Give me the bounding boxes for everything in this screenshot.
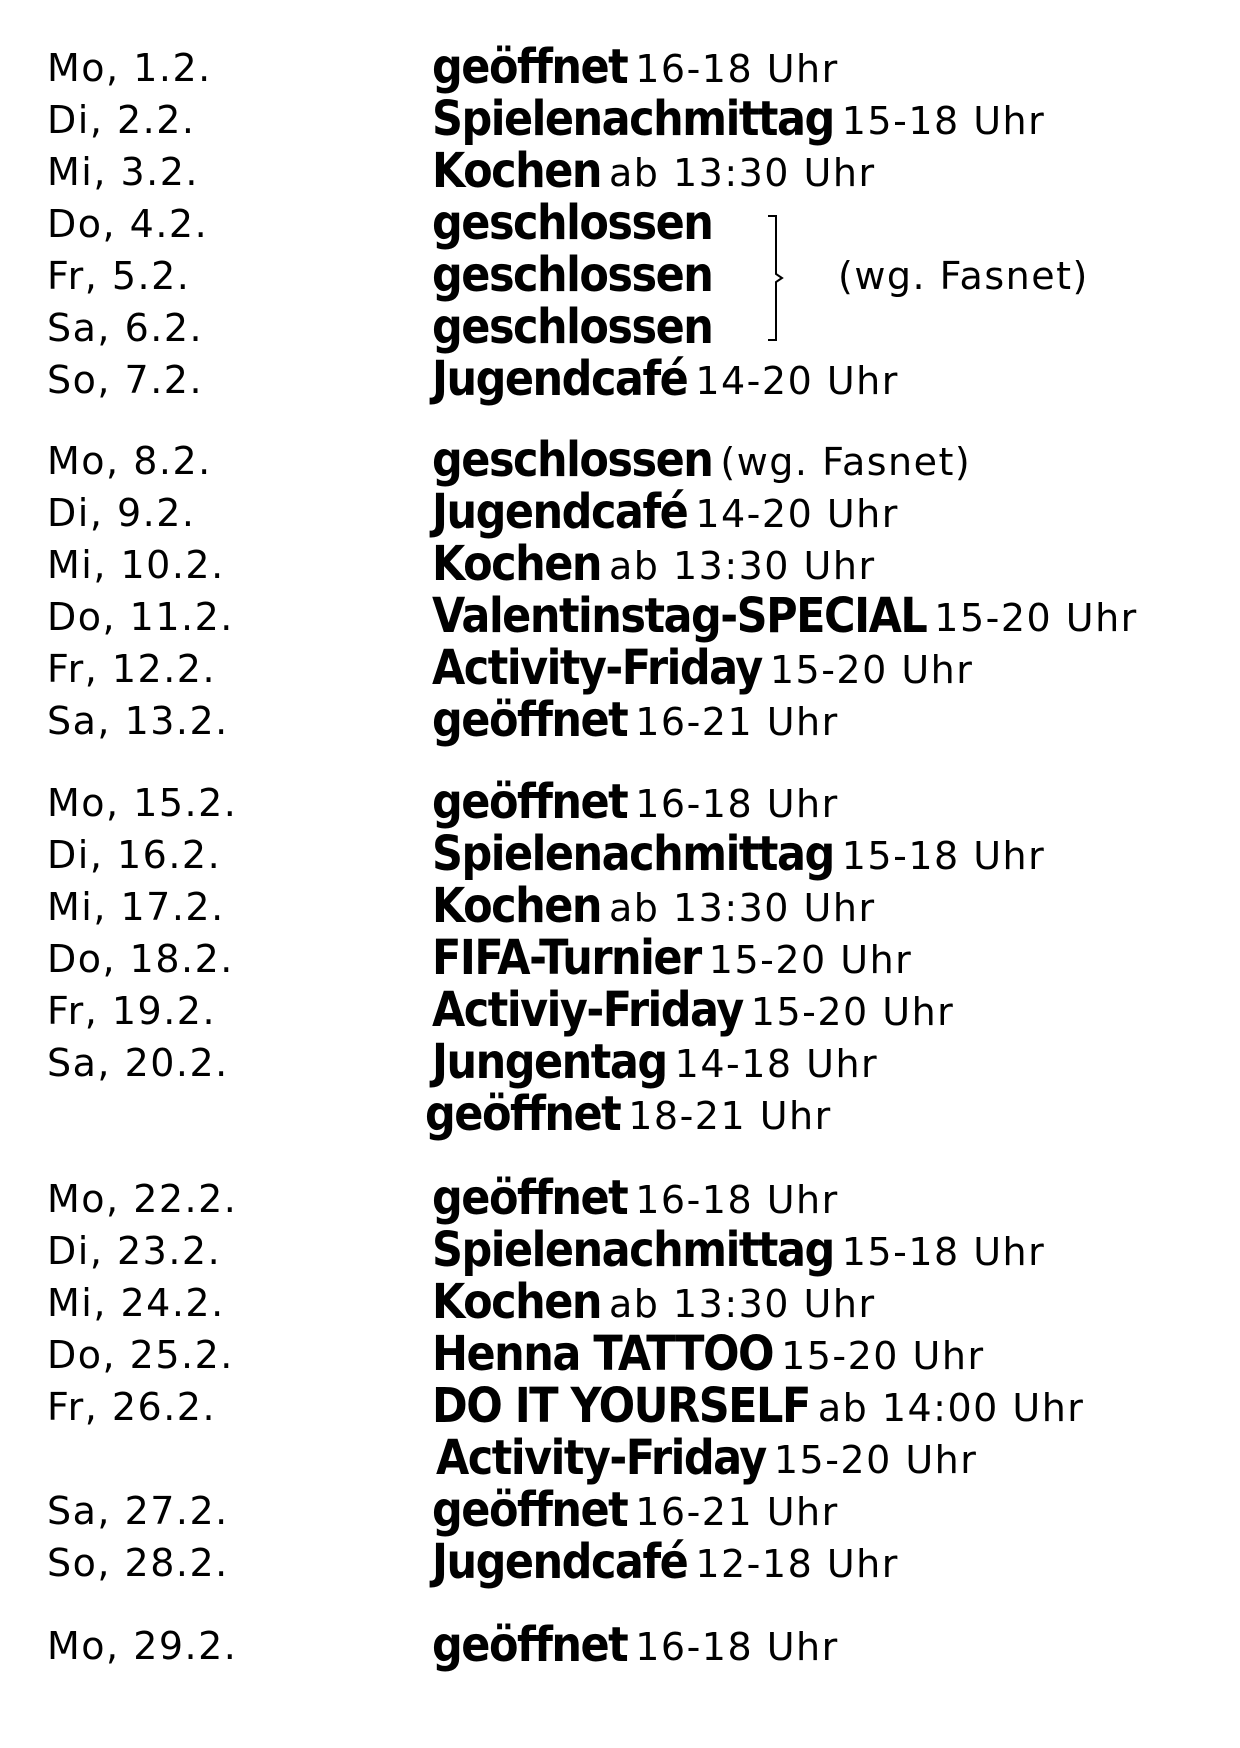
event-time: 15-20 Uhr xyxy=(781,1334,985,1378)
event-time: 18-21 Uhr xyxy=(628,1094,832,1138)
row-event xyxy=(432,247,713,304)
row-date: Di, 23.2. xyxy=(47,1229,222,1273)
event-time: 15-20 Uhr xyxy=(769,648,974,692)
row-date: Sa, 20.2. xyxy=(47,1041,229,1085)
row-date: Do, 25.2. xyxy=(47,1333,234,1377)
row-event xyxy=(436,1430,978,1487)
event-time: ab 13:30 Uhr xyxy=(608,886,876,930)
event-time: 15-18 Uhr xyxy=(841,1230,1046,1274)
row-date: Sa, 27.2. xyxy=(47,1489,229,1533)
schedule-row xyxy=(0,1170,1240,1227)
row-date: Mi, 10.2. xyxy=(47,543,225,587)
event-time: (wg. Fasnet) xyxy=(720,440,972,484)
row-date: Fr, 19.2. xyxy=(47,989,217,1033)
event-time: ab 13:30 Uhr xyxy=(608,544,876,588)
event-name: FIFA-Turnier xyxy=(432,930,701,987)
row-event xyxy=(432,1326,985,1383)
schedule-row xyxy=(0,982,1240,1039)
row-event xyxy=(432,774,839,831)
event-name: Kochen xyxy=(432,536,601,593)
row-event xyxy=(432,536,876,593)
event-name: Activity-Friday xyxy=(432,640,762,697)
closed-days-bracket xyxy=(766,214,786,342)
row-date: So, 28.2. xyxy=(47,1541,229,1585)
event-time: 16-18 Uhr xyxy=(635,47,839,91)
row-event xyxy=(432,930,913,987)
row-date: Mi, 3.2. xyxy=(47,150,200,194)
schedule-row xyxy=(0,91,1240,148)
row-event xyxy=(432,432,972,489)
schedule-row xyxy=(0,1274,1240,1331)
row-date: Mo, 8.2. xyxy=(47,439,212,483)
row-event xyxy=(432,826,1046,883)
schedule-row xyxy=(0,39,1240,96)
event-name: Spielenachmittag xyxy=(432,91,834,148)
event-name: geöffnet xyxy=(432,39,628,96)
row-event xyxy=(432,1034,879,1091)
row-event xyxy=(432,588,1138,645)
event-name: Jugendcafé xyxy=(432,351,688,408)
row-event xyxy=(432,640,974,697)
schedule-row xyxy=(0,878,1240,935)
schedule-row xyxy=(0,536,1240,593)
event-name: Valentinstag-SPECIAL xyxy=(432,588,927,645)
schedule-row xyxy=(0,432,1240,489)
schedule-row xyxy=(0,1326,1240,1383)
event-time: ab 14:00 Uhr xyxy=(817,1386,1085,1430)
row-event xyxy=(432,692,839,749)
event-name: Spielenachmittag xyxy=(432,1222,834,1279)
event-time: 14-18 Uhr xyxy=(674,1042,879,1086)
row-date: Fr, 26.2. xyxy=(47,1385,217,1429)
row-event xyxy=(432,1170,839,1227)
row-date: Do, 11.2. xyxy=(47,595,234,639)
schedule-row xyxy=(0,195,1240,252)
schedule-row xyxy=(0,1086,1240,1143)
event-name: geschlossen xyxy=(432,299,713,356)
row-date: Di, 2.2. xyxy=(47,98,196,142)
row-event xyxy=(432,351,899,408)
event-time: 16-21 Uhr xyxy=(635,1490,839,1534)
event-time: 16-18 Uhr xyxy=(635,1625,839,1669)
row-date: Mo, 15.2. xyxy=(47,781,238,825)
row-date: Mo, 22.2. xyxy=(47,1177,238,1221)
event-name: Kochen xyxy=(432,1274,601,1331)
event-time: 15-18 Uhr xyxy=(841,99,1046,143)
event-name: Jugendcafé xyxy=(432,484,688,541)
schedule-row xyxy=(0,484,1240,541)
event-time: 15-20 Uhr xyxy=(934,596,1138,640)
event-name: geöffnet xyxy=(432,692,628,749)
event-name: geöffnet xyxy=(432,1482,628,1539)
schedule-row xyxy=(0,1378,1240,1435)
row-date: Sa, 6.2. xyxy=(47,306,204,350)
schedule-row xyxy=(0,692,1240,749)
event-time: ab 13:30 Uhr xyxy=(608,1282,876,1326)
row-date: Do, 4.2. xyxy=(47,202,209,246)
event-time: 16-18 Uhr xyxy=(635,1178,839,1222)
schedule-row xyxy=(0,826,1240,883)
event-time: 15-20 Uhr xyxy=(708,938,913,982)
schedule-row xyxy=(0,1034,1240,1091)
event-time: 12-18 Uhr xyxy=(695,1542,899,1586)
schedule-row xyxy=(0,774,1240,831)
schedule-row xyxy=(0,930,1240,987)
event-name: Jugendcafé xyxy=(432,1534,688,1591)
schedule-row xyxy=(0,1617,1240,1674)
row-event xyxy=(432,39,839,96)
row-date: Mo, 1.2. xyxy=(47,46,212,90)
event-time: 14-20 Uhr xyxy=(695,492,899,536)
row-date: Sa, 13.2. xyxy=(47,699,229,743)
bracket-note: (wg. Fasnet) xyxy=(838,254,1089,298)
row-date: Mi, 24.2. xyxy=(47,1281,225,1325)
row-event xyxy=(432,91,1046,148)
event-name: geöffnet xyxy=(432,1170,628,1227)
row-event xyxy=(432,1222,1046,1279)
event-name: Activity-Friday xyxy=(436,1430,766,1487)
schedule-row xyxy=(0,1482,1240,1539)
schedule-row xyxy=(0,1430,1240,1487)
row-date: Fr, 12.2. xyxy=(47,647,217,691)
row-date: So, 7.2. xyxy=(47,358,204,402)
row-event xyxy=(432,1274,876,1331)
row-date: Mi, 17.2. xyxy=(47,885,225,929)
event-time: 15-20 Uhr xyxy=(750,990,955,1034)
schedule-row xyxy=(0,1534,1240,1591)
row-event xyxy=(432,1378,1085,1435)
schedule-row xyxy=(0,351,1240,408)
event-name: geöffnet xyxy=(425,1086,621,1143)
row-event xyxy=(432,878,876,935)
row-event xyxy=(432,143,876,200)
row-date: Do, 18.2. xyxy=(47,937,234,981)
event-time: 15-18 Uhr xyxy=(841,834,1046,878)
event-name: Kochen xyxy=(432,143,601,200)
row-event xyxy=(432,1482,839,1539)
row-event xyxy=(432,195,713,252)
event-time: ab 13:30 Uhr xyxy=(608,151,876,195)
event-name: geöffnet xyxy=(432,774,628,831)
event-name: Henna TATTOO xyxy=(432,1326,774,1383)
row-date: Mo, 29.2. xyxy=(47,1624,238,1668)
event-name: geschlossen xyxy=(432,195,713,252)
event-time: 16-18 Uhr xyxy=(635,782,839,826)
event-time: 14-20 Uhr xyxy=(695,359,899,403)
event-name: Spielenachmittag xyxy=(432,826,834,883)
event-time: 15-20 Uhr xyxy=(773,1438,978,1482)
row-event xyxy=(432,1534,899,1591)
row-event xyxy=(432,1617,839,1674)
row-date: Fr, 5.2. xyxy=(47,254,191,298)
event-name: Jungentag xyxy=(432,1034,667,1091)
schedule-row xyxy=(0,640,1240,697)
event-name: geschlossen xyxy=(432,432,713,489)
event-name: Kochen xyxy=(432,878,601,935)
row-event xyxy=(432,982,955,1039)
event-name: geschlossen xyxy=(432,247,713,304)
schedule-row xyxy=(0,1222,1240,1279)
schedule-row xyxy=(0,588,1240,645)
row-event xyxy=(432,299,713,356)
event-name: DO IT YOURSELF xyxy=(432,1378,810,1435)
schedule-row xyxy=(0,143,1240,200)
row-event xyxy=(432,484,899,541)
schedule-row xyxy=(0,299,1240,356)
row-date: Di, 16.2. xyxy=(47,833,222,877)
row-event xyxy=(425,1086,832,1143)
event-name: geöffnet xyxy=(432,1617,628,1674)
event-time: 16-21 Uhr xyxy=(635,700,839,744)
event-name: Activiy-Friday xyxy=(432,982,743,1039)
row-date: Di, 9.2. xyxy=(47,491,196,535)
